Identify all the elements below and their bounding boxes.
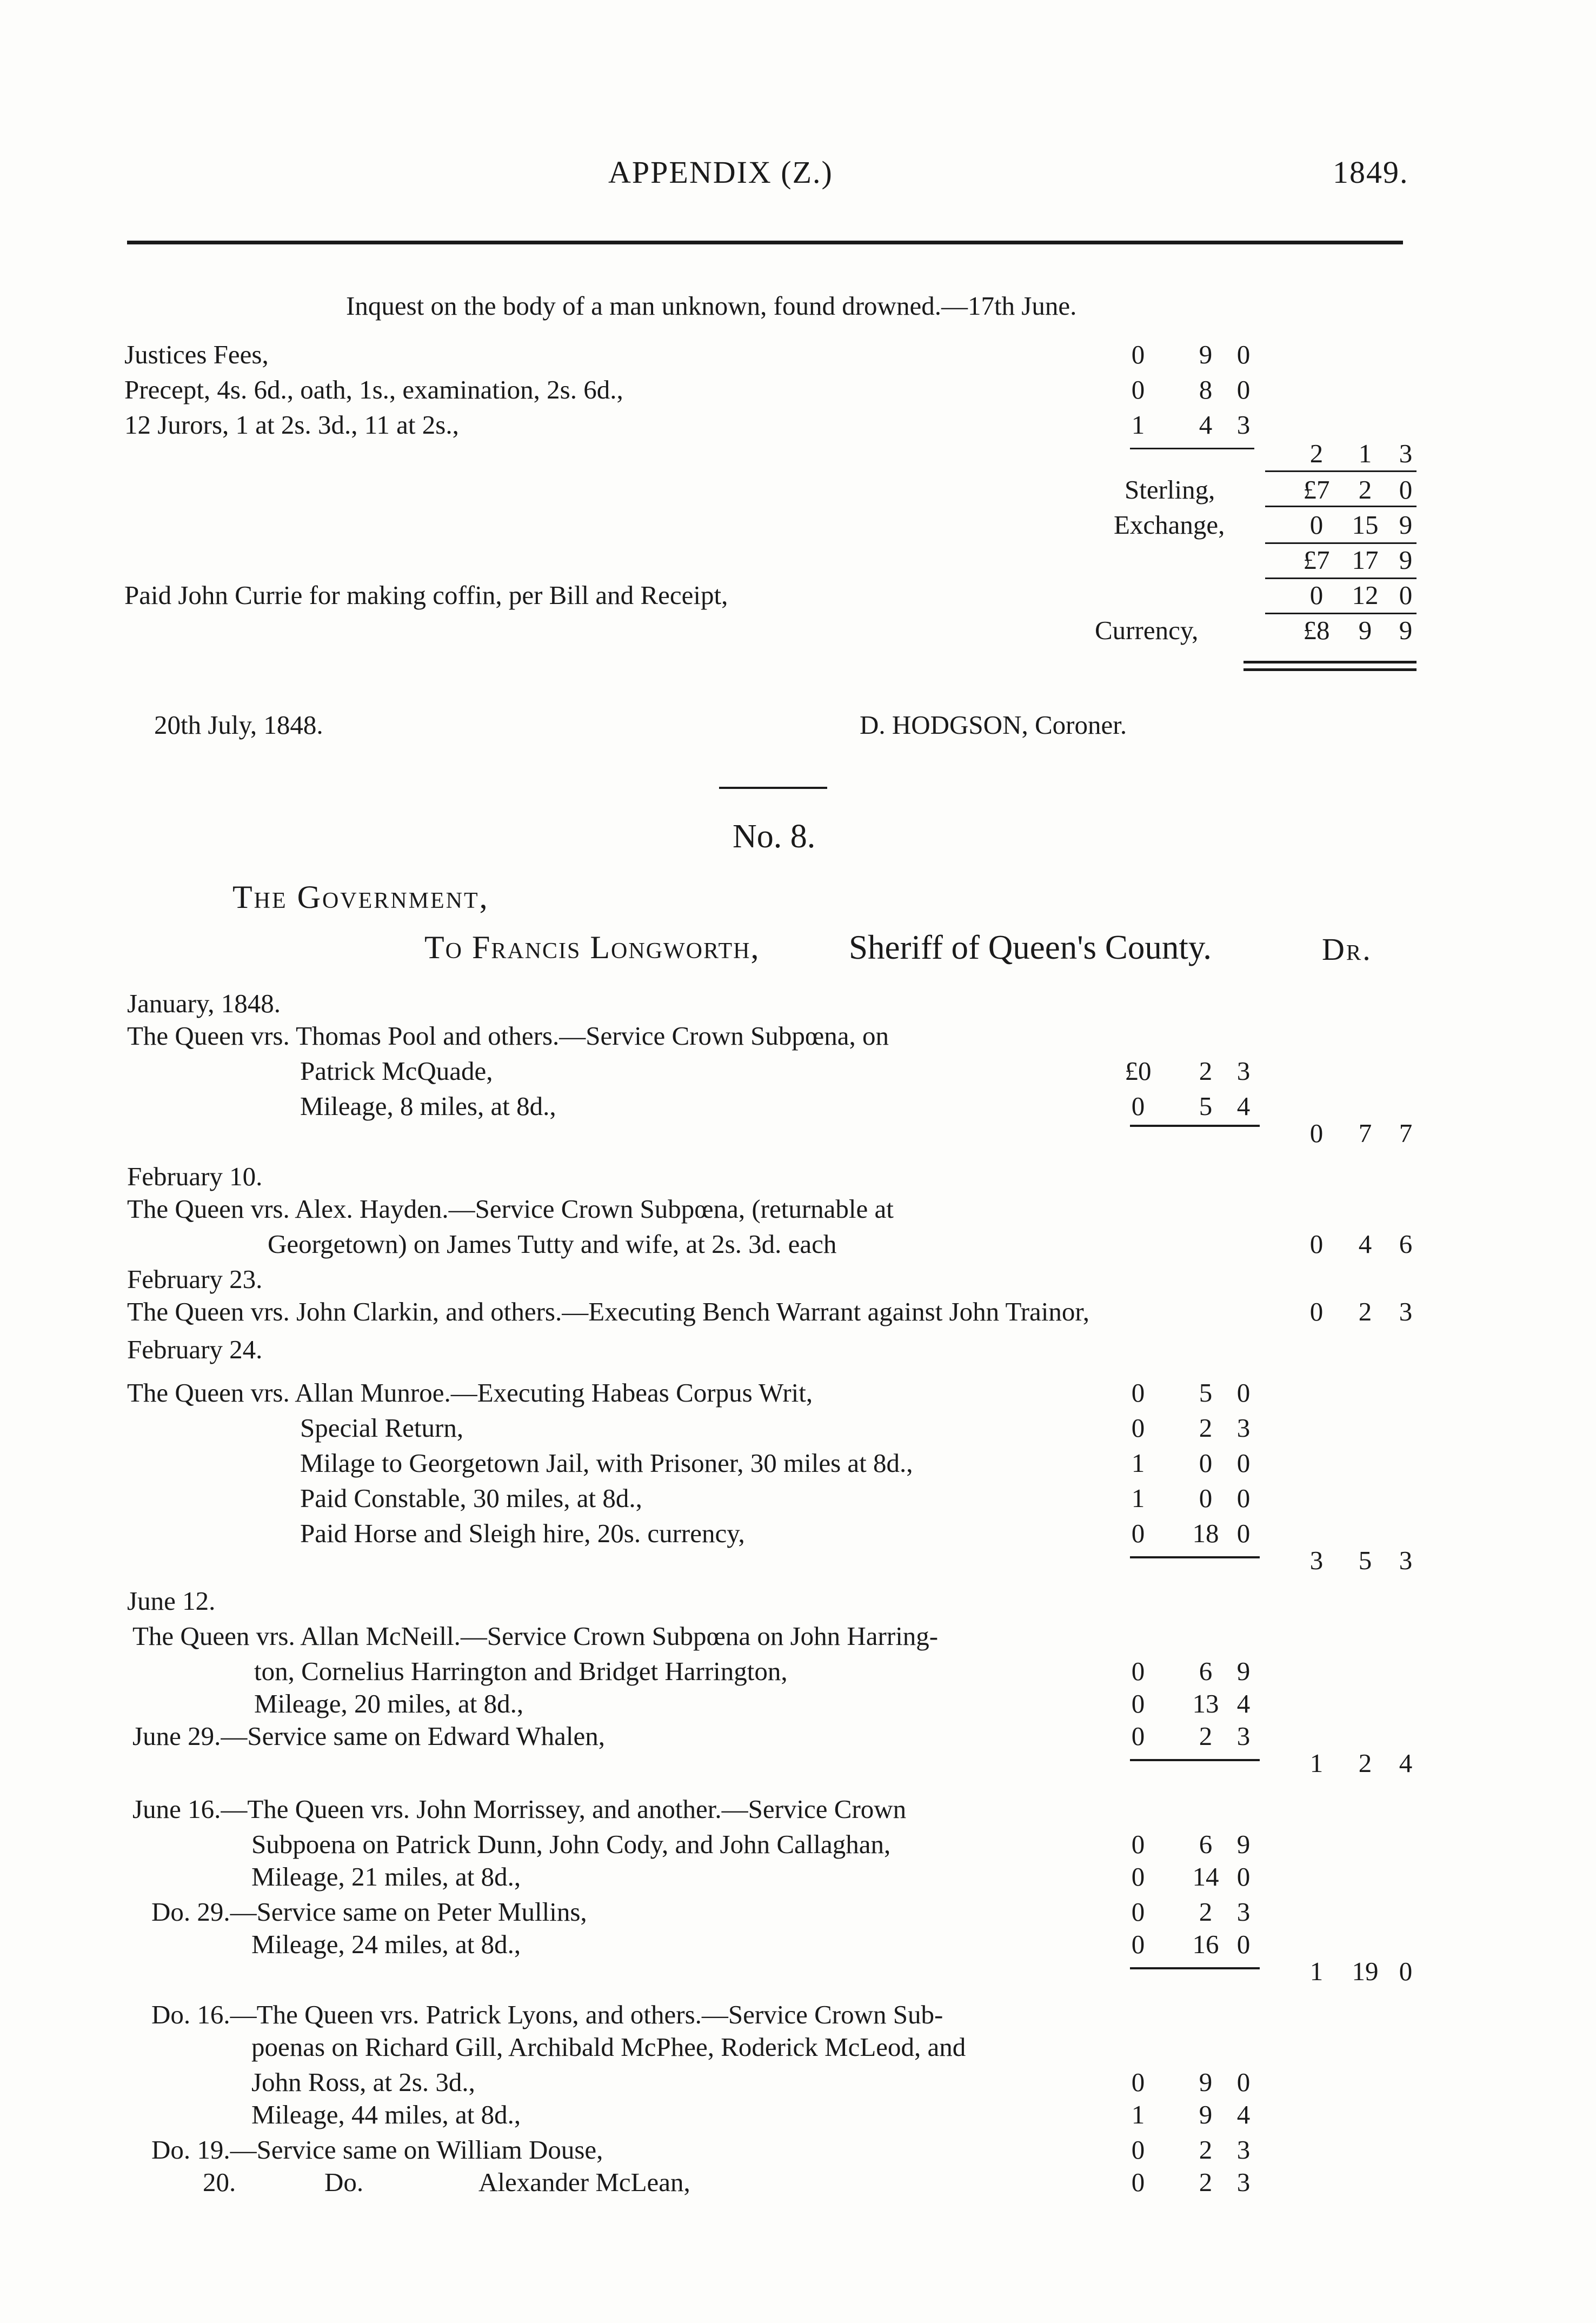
- exchange-label: Exchange,: [1114, 510, 1225, 540]
- entry-sum-rule: [1130, 1556, 1260, 1558]
- entry-line-amount-s: 18: [1192, 1518, 1219, 1548]
- entry-line-amount-s: 0: [1199, 1448, 1213, 1478]
- inquest-item-amount-d: 3: [1236, 410, 1251, 440]
- entry-line-amount-d: 9: [1236, 1656, 1251, 1686]
- currency-amount-d: 9: [1399, 615, 1413, 645]
- coffin-amount-d: 0: [1399, 580, 1413, 610]
- entry-line-amount-l: 0: [1131, 1929, 1145, 1959]
- sterling-amount-l: £7: [1303, 475, 1330, 505]
- entry-line-text: John Ross, at 2s. 3d.,: [251, 2067, 475, 2097]
- entry-line-amount-s: 2: [1199, 1897, 1213, 1927]
- entry-date: February 24.: [127, 1335, 263, 1364]
- entry-total-amount-d: 0: [1399, 1956, 1413, 1986]
- entry-line-amount-s: 13: [1192, 1689, 1219, 1718]
- entry-line-amount-d: 9: [1236, 1829, 1251, 1859]
- entry-line-amount-d: 0: [1236, 1862, 1251, 1891]
- sterling-amount-d: 0: [1399, 475, 1413, 505]
- entry-line-text: The Queen vrs. Allan McNeill.—Service Crown Subpœna on John Harring-: [132, 1621, 939, 1651]
- entry-line-amount-s: 5: [1199, 1091, 1213, 1121]
- entry-line-amount-d: 3: [1236, 1897, 1251, 1927]
- currency-label: Currency,: [1095, 615, 1199, 645]
- entry-line-text: Georgetown) on James Tutty and wife, at 2s. 3d. each: [268, 1229, 837, 1259]
- currency-double-rule-1: [1243, 661, 1417, 663]
- entry-line-amount-d: 4: [1236, 1091, 1251, 1121]
- entry-line-text: Patrick McQuade,: [300, 1056, 493, 1086]
- entry-date: February 10.: [127, 1162, 263, 1191]
- entry-line-amount-l: 0: [1131, 1518, 1145, 1548]
- account-dr: Dr.: [1322, 932, 1372, 967]
- account-number: No. 8.: [733, 818, 816, 855]
- entry-line-amount-s: 5: [1199, 1378, 1213, 1408]
- inquest-subtotal-l: 2: [1309, 439, 1324, 468]
- entry-line-amount-d: 4: [1236, 1689, 1251, 1718]
- entry-sum-rule: [1130, 1125, 1260, 1127]
- entry-line-amount-l: 0: [1131, 1656, 1145, 1686]
- page-header-year: 1849.: [1333, 155, 1409, 190]
- coffin-amount-l: 0: [1309, 580, 1324, 610]
- after-exchange-amount-l: £7: [1303, 545, 1330, 575]
- entry-total-amount-l: 0: [1309, 1229, 1324, 1259]
- entry-line-amount-s: 2: [1199, 1413, 1213, 1443]
- inquest-item-amount-s: 9: [1199, 340, 1213, 369]
- currency-amount-l: £8: [1303, 615, 1330, 645]
- entry-line-amount-l: 0: [1131, 1721, 1145, 1751]
- entry-line-amount-l: 0: [1131, 1862, 1145, 1891]
- inquest-item-label: Precept, 4s. 6d., oath, 1s., examination, 2s. 6d.,: [124, 375, 623, 404]
- coffin-label: Paid John Currie for making coffin, per Bill and Receipt,: [124, 580, 728, 610]
- entry-line-amount-l: 1: [1131, 2100, 1145, 2129]
- inquest-item-label: Justices Fees,: [124, 340, 269, 369]
- entry-line-amount-s: 6: [1199, 1829, 1213, 1859]
- entry-line-amount-s: 6: [1199, 1656, 1213, 1686]
- inquest-item-amount-s: 4: [1199, 410, 1213, 440]
- entry-line-amount-d: 0: [1236, 1378, 1251, 1408]
- entry-total-amount-s: 5: [1358, 1545, 1372, 1575]
- entry-line-text: June 16.—The Queen vrs. John Morrissey, and another.—Service Crown: [132, 1794, 907, 1824]
- entry-line-amount-l: 0: [1131, 1378, 1145, 1408]
- entry-line-text: Mileage, 44 miles, at 8d.,: [251, 2100, 521, 2129]
- account-debtor: The Government,: [232, 879, 489, 915]
- entry-line-amount-d: 0: [1236, 2067, 1251, 2097]
- exchange-amount-l: 0: [1309, 510, 1324, 540]
- inquest-item-amount-d: 0: [1236, 375, 1251, 404]
- entry-total-amount-l: 1: [1309, 1748, 1324, 1778]
- entry-total-amount-d: 6: [1399, 1229, 1413, 1259]
- entry-line-text: Paid Constable, 30 miles, at 8d.,: [300, 1483, 642, 1513]
- entry-line-amount-l: 0: [1131, 1091, 1145, 1121]
- entry-line-amount-d: 4: [1236, 2100, 1251, 2129]
- sterling-amount-s: 2: [1358, 475, 1372, 505]
- sterling-bottom-rule: [1265, 506, 1417, 507]
- coroner-signature: D. HODGSON, Coroner.: [860, 710, 1127, 740]
- entry-line-amount-l: 1: [1131, 1483, 1145, 1513]
- entry-line-text: Do. 29.—Service same on Peter Mullins,: [151, 1897, 587, 1927]
- page-header-title: APPENDIX (Z.): [608, 155, 833, 190]
- currency-amount-s: 9: [1358, 615, 1372, 645]
- header-rule: [127, 241, 1403, 244]
- inquest-sum-rule: [1130, 448, 1254, 449]
- last-line-amount-d: 3: [1236, 2167, 1251, 2197]
- entry-total-amount-s: 2: [1358, 1297, 1372, 1326]
- entry-total-amount-s: 7: [1358, 1118, 1372, 1148]
- entry-date: June 12.: [127, 1586, 216, 1616]
- entry-line-text: Paid Horse and Sleigh hire, 20s. currency,: [300, 1518, 745, 1548]
- entry-date: February 23.: [127, 1264, 263, 1294]
- inquest-subtotal-s: 1: [1358, 439, 1372, 468]
- entry-line-amount-d: 3: [1236, 1721, 1251, 1751]
- entry-line-text: Do. 19.—Service same on William Douse,: [151, 2135, 603, 2165]
- exchange-amount-d: 9: [1399, 510, 1413, 540]
- entry-line-text: Milage to Georgetown Jail, with Prisoner, 30 miles at 8d.,: [300, 1448, 913, 1478]
- entry-line-text: The Queen vrs. John Clarkin, and others.—Executing Bench Warrant against John Trainor,: [127, 1297, 1089, 1326]
- sterling-top-rule: [1265, 470, 1417, 472]
- last-line-ditto: Do.: [324, 2167, 364, 2197]
- last-line-name: Alexander McLean,: [478, 2167, 690, 2197]
- entry-line-text: June 29.—Service same on Edward Whalen,: [132, 1721, 606, 1751]
- entry-line-text: Mileage, 20 miles, at 8d.,: [254, 1689, 524, 1718]
- inquest-heading: Inquest on the body of a man unknown, found drowned.—17th June.: [346, 291, 1077, 321]
- last-line-amount-s: 2: [1199, 2167, 1213, 2197]
- entry-total-amount-l: 0: [1309, 1118, 1324, 1148]
- entry-total-amount-l: 3: [1309, 1545, 1324, 1575]
- entry-line-amount-d: 0: [1236, 1448, 1251, 1478]
- entry-line-amount-l: 1: [1131, 1448, 1145, 1478]
- entry-total-amount-l: 0: [1309, 1297, 1324, 1326]
- account-creditor-suffix: Sheriff of Queen's County.: [849, 928, 1212, 966]
- inquest-item-amount-s: 8: [1199, 375, 1213, 404]
- entry-line-amount-l: £0: [1125, 1056, 1152, 1086]
- entry-line-text: Do. 16.—The Queen vrs. Patrick Lyons, and others.—Service Crown Sub-: [151, 2000, 943, 2029]
- entry-sum-rule: [1130, 1967, 1260, 1969]
- sterling-label: Sterling,: [1125, 475, 1215, 505]
- entry-line-text: Subpoena on Patrick Dunn, John Cody, and John Callaghan,: [251, 1829, 891, 1859]
- entry-line-amount-l: 0: [1131, 2067, 1145, 2097]
- entry-line-amount-l: 0: [1131, 1413, 1145, 1443]
- entry-line-amount-d: 0: [1236, 1929, 1251, 1959]
- section-divider: [719, 787, 827, 789]
- entry-total-amount-s: 2: [1358, 1748, 1372, 1778]
- entry-total-amount-s: 4: [1358, 1229, 1372, 1259]
- inquest-subtotal-d: 3: [1399, 439, 1413, 468]
- entry-line-amount-l: 0: [1131, 1689, 1145, 1718]
- entry-line-text: Mileage, 24 miles, at 8d.,: [251, 1929, 521, 1959]
- entry-line-text: The Queen vrs. Alex. Hayden.—Service Crown Subpœna, (returnable at: [127, 1194, 894, 1224]
- entry-line-text: The Queen vrs. Allan Munroe.—Executing Habeas Corpus Writ,: [127, 1378, 813, 1408]
- entry-line-amount-s: 16: [1192, 1929, 1219, 1959]
- inquest-item-amount-l: 0: [1131, 375, 1145, 404]
- entry-line-amount-l: 0: [1131, 1829, 1145, 1859]
- entry-line-text: ton, Cornelius Harrington and Bridget Harrington,: [254, 1656, 788, 1686]
- currency-double-rule-2: [1243, 668, 1417, 671]
- entry-line-text: poenas on Richard Gill, Archibald McPhee, Roderick McLeod, and: [251, 2032, 966, 2062]
- entry-line-amount-l: 0: [1131, 1897, 1145, 1927]
- entry-total-amount-l: 1: [1309, 1956, 1324, 1986]
- entry-line-amount-d: 3: [1236, 1413, 1251, 1443]
- entry-line-amount-s: 9: [1199, 2067, 1213, 2097]
- entry-line-amount-s: 0: [1199, 1483, 1213, 1513]
- last-line-amount-l: 0: [1131, 2167, 1145, 2197]
- entry-line-amount-d: 3: [1236, 2135, 1251, 2165]
- entry-line-amount-s: 2: [1199, 2135, 1213, 2165]
- entry-line-text: Mileage, 21 miles, at 8d.,: [251, 1862, 521, 1891]
- inquest-item-amount-l: 1: [1131, 410, 1145, 440]
- inquest-item-amount-l: 0: [1131, 340, 1145, 369]
- entry-date: January, 1848.: [127, 988, 281, 1018]
- entry-line-amount-s: 14: [1192, 1862, 1219, 1891]
- inquest-item-label: 12 Jurors, 1 at 2s. 3d., 11 at 2s.,: [124, 410, 459, 440]
- entry-sum-rule: [1130, 1759, 1260, 1761]
- entry-total-amount-d: 7: [1399, 1118, 1413, 1148]
- entry-line-amount-s: 9: [1199, 2100, 1213, 2129]
- entry-total-amount-d: 3: [1399, 1545, 1413, 1575]
- entry-line-amount-d: 0: [1236, 1483, 1251, 1513]
- entry-total-amount-d: 3: [1399, 1297, 1413, 1326]
- entry-total-amount-d: 4: [1399, 1748, 1413, 1778]
- entry-line-amount-d: 0: [1236, 1518, 1251, 1548]
- inquest-item-amount-d: 0: [1236, 340, 1251, 369]
- entry-line-amount-s: 2: [1199, 1056, 1213, 1086]
- account-creditor-prefix: To Francis Longworth,: [424, 930, 760, 965]
- last-line-day: 20.: [203, 2167, 236, 2197]
- coffin-amount-s: 12: [1352, 580, 1379, 610]
- entry-line-text: The Queen vrs. Thomas Pool and others.—Service Crown Subpœna, on: [127, 1021, 889, 1051]
- exchange-amount-s: 15: [1352, 510, 1379, 540]
- entry-total-amount-s: 19: [1352, 1956, 1379, 1986]
- entry-line-text: Special Return,: [300, 1413, 464, 1443]
- entry-line-text: Mileage, 8 miles, at 8d.,: [300, 1091, 556, 1121]
- entry-line-amount-s: 2: [1199, 1721, 1213, 1751]
- inquest-date: 20th July, 1848.: [154, 710, 323, 740]
- after-exchange-amount-d: 9: [1399, 545, 1413, 575]
- entry-line-amount-l: 0: [1131, 2135, 1145, 2165]
- after-exchange-amount-s: 17: [1352, 545, 1379, 575]
- entry-line-amount-d: 3: [1236, 1056, 1251, 1086]
